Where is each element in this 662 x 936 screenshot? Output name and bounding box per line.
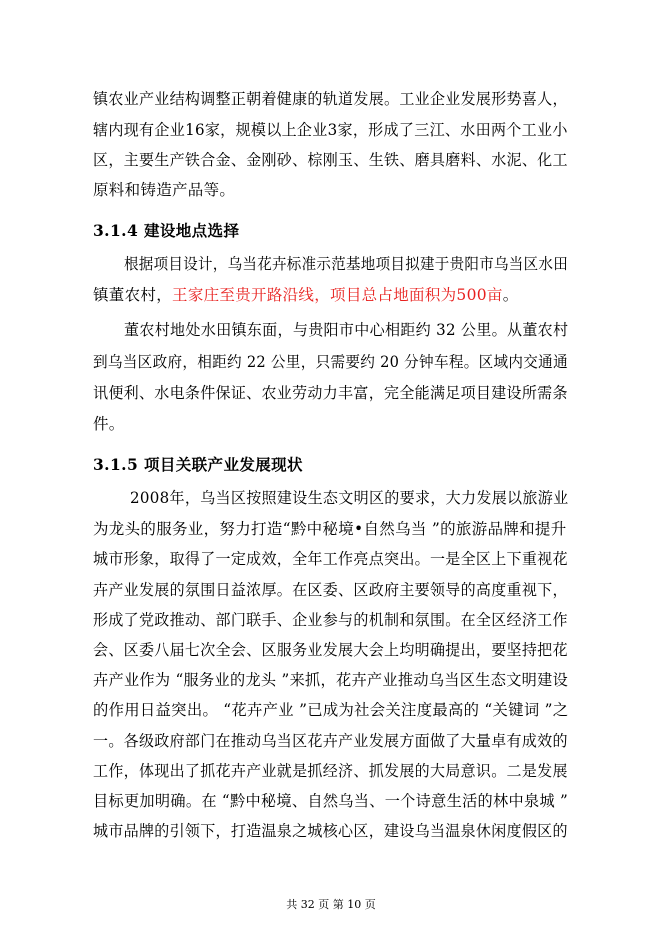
- industry-line-9: 一。各级政府部门在推动乌当区花卉产业发展方面做了大量卓有成效的: [93, 732, 568, 750]
- industry-line-5: 形成了党政推动、部门联手、企业参与的机制和氛围。在全区经济工作: [93, 611, 568, 629]
- industry-line-11: 目标更加明确。在 “黔中秘境、自然乌当、一个诗意生活的林中泉城 ”: [93, 792, 569, 810]
- site-para1-line-2: [93, 285, 519, 305]
- site-para1-line-1: 根据项目设计，乌当花卉标准示范基地项目拟建于贵阳市乌当区水田: [124, 255, 569, 273]
- industry-line-3: 城市形象，取得了一定成效，全年工作亮点突出。一是全区上下重视花: [93, 550, 568, 568]
- industry-line-1: 2008年，乌当区按照建设生态文明区的要求，大力发展以旅游业: [130, 489, 569, 507]
- industry-line-4: 卉产业发展的氛围日益浓厚。在区委、区政府主要领导的高度重视下，: [93, 581, 568, 599]
- industry-line-8: 的作用日益突出。 “花卉产业 ”已成为社会关注度最高的 “关键词 ”之: [93, 701, 569, 719]
- industry-line-10: 工作，体现出了抓花卉产业就是抓经济、抓发展的大局意识。二是发展: [93, 762, 568, 780]
- site-para2-line-2: 到乌当区政府，相距约 22 公里，只需要约 20 分钟车程。区域内交通通: [93, 353, 568, 371]
- site-para2-line-1: 董农村地处水田镇东面，与贵阳市中心相距约 32 公里。从董农村: [124, 321, 569, 339]
- site-para1-text: 镇董农村，: [93, 286, 173, 304]
- section-heading-3-1-5: 3.1.5 项目关联产业发展现状: [93, 455, 303, 474]
- intro-line-3: 区，主要生产铁合金、金刚砂、棕刚玉、生铁、磨具磨料、水泥、化工: [93, 151, 568, 169]
- site-para2-line-4: 件。: [93, 415, 125, 433]
- intro-line-4: 原料和铸造产品等。: [93, 181, 236, 199]
- section-heading-3-1-4: 3.1.4 建设地点选择: [93, 221, 240, 240]
- page-number-footer: 共 32 页 第 10 页: [286, 898, 376, 911]
- intro-line-1: 镇农业产业结构调整正朝着健康的轨道发展。工业企业发展形势喜人，: [93, 90, 568, 108]
- industry-line-2: 为龙头的服务业，努力打造“黔中秘境•自然乌当 ”的旅游品牌和提升: [93, 520, 567, 538]
- industry-line-6: 会、区委八届七次全会、区服务业发展大会上均明确提出，要坚持把花: [93, 641, 568, 659]
- industry-line-7: 卉产业作为 “服务业的龙头 ”来抓，花卉产业推动乌当区生态文明建设: [93, 671, 569, 689]
- highlighted-location-text: 王家庄至贵开路沿线，项目总占地面积为500亩: [172, 286, 503, 304]
- industry-line-12: 城市品牌的引领下，打造温泉之城核心区，建设乌当温泉休闲度假区的: [93, 822, 568, 840]
- site-para2-line-3: 讯便利、水电条件保证、农业劳动力丰富，完全能满足项目建设所需条: [93, 384, 568, 402]
- site-para1-end: 。: [502, 286, 519, 304]
- intro-line-2: 辖内现有企业16家，规模以上企业3家，形成了三江、水田两个工业小: [93, 121, 568, 139]
